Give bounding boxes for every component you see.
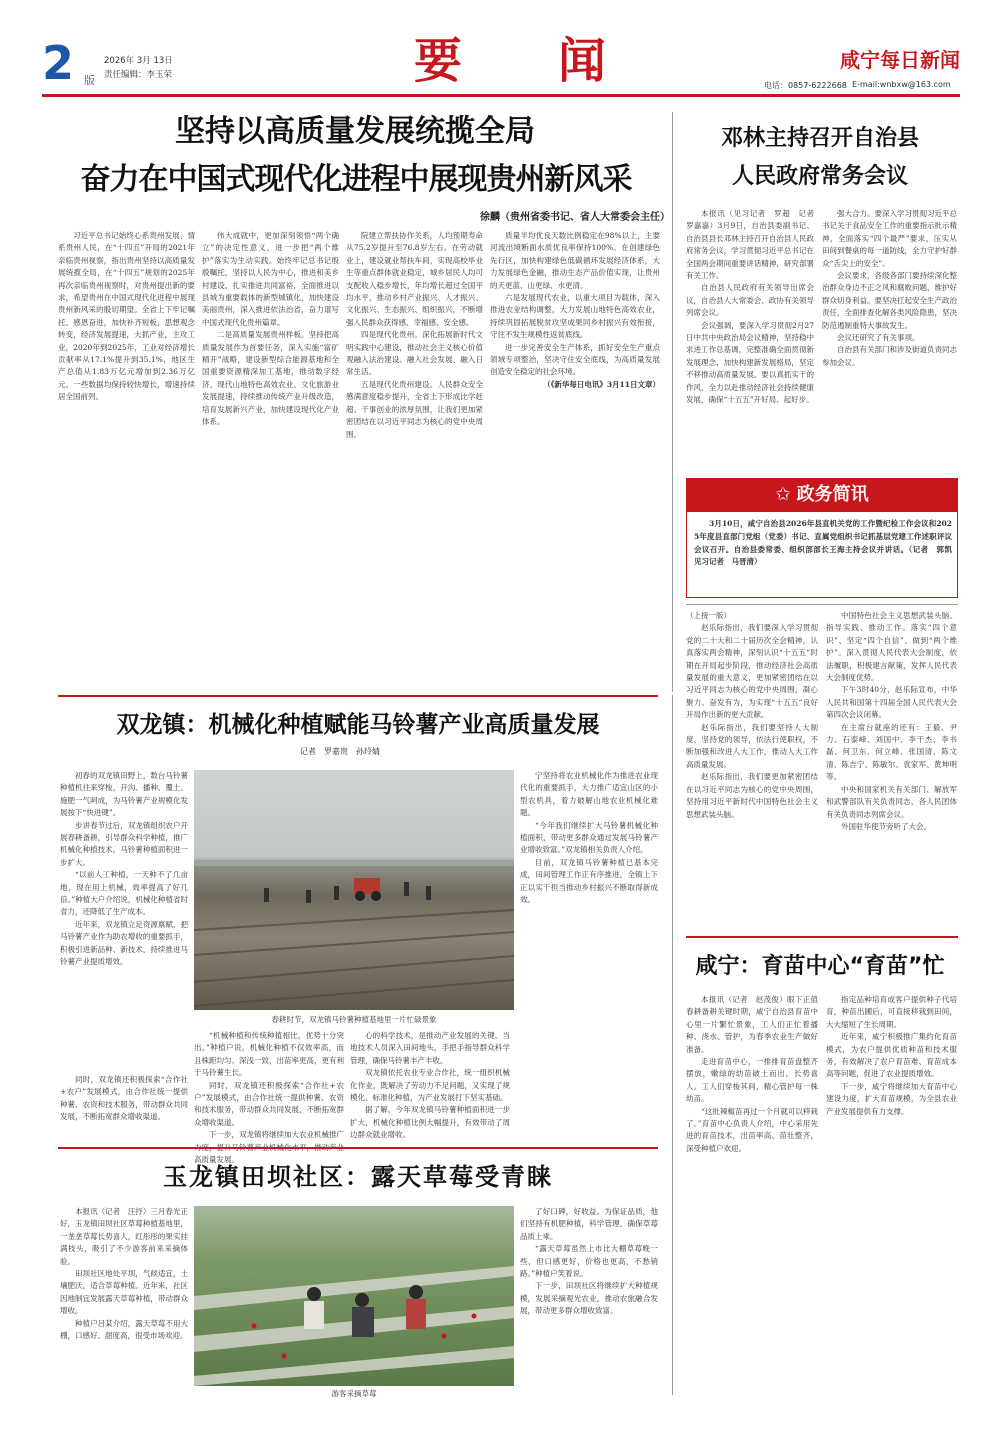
section-title: 要 闻 — [413, 33, 606, 89]
field-rows — [194, 910, 514, 1006]
yumiao-rule — [686, 936, 958, 938]
paper-name: 咸宁每日新闻 — [840, 48, 960, 72]
page-editor: 责任编辑：李玉荣 — [104, 70, 173, 80]
yumiao-col-1: 本报讯（记者 赵茂俊）眼下正值春耕备耕关键时期，咸宁自治县育苗中心里一片繁忙景象，工人们正忙着播种、浇水、管护，为春季农业生产做好准备。 走进育苗中心，一排排育苗盘整齐摆放，嫩绿的幼苗破土而出，长势喜人。工人们穿梭其间，精心管护每一株幼苗。 “这批辣椒苗再过一个月就可以移栽了。”育苗中心负责人介绍，中心采用先进的育苗技术，出苗率高、苗壮整齐，深受种植户欢迎。 — [686, 995, 818, 1153]
lead-col-3: 院建立帮扶协作关系，人均预期寿命从75.2岁提升至76.8岁左右。在劳动就业上，建设就业帮扶车间，实现高校毕业生等重点群体就业稳定，城乡居民人均可支配收入稳步增长，年均增长超过全国平均水平，推动乡村产业振兴、人才振兴、文化振兴、生态振兴、组织振兴，不断增强人民群众获得感、幸福感、安全感。 四是现代化贵州。深化拓展新时代文明实践中心建设，推动社会主义核心价值观融入法治建设、融入社会发展、融入日常生活。 五是现代化贵州建设。人民群众安全感满意度稳步提升，全省上下形成比学赶超、干事创业的浓厚氛围，让我们更加紧密团结在以习近平同志为核心的党中央周围。 — [346, 231, 483, 439]
right-rule — [686, 604, 958, 605]
yulong-col-1: 本报讯（记者 汪抒）三月春光正好，玉龙镇田坝社区草莓种植基地里，一垄垄草莓长势喜人，红彤彤的果实挂满枝头，吸引了不少游客前来采摘体验。 田坝社区地处平坝，气候适宜，土壤肥沃，适合草莓种植。近年来，社区因地制宜发展露天草莓种植，带动群众增收。 种植户吕某介绍，露天草莓不用大棚，口感好、甜度高，很受市场欢迎。 — [60, 1207, 188, 1341]
col-divider — [672, 112, 673, 692]
shuanglong-photo-caption: 春耕时节，双龙镇马铃薯种植基地里一片忙碌景象 — [271, 1015, 437, 1024]
deng-col-2: 强大合力。要深入学习贯彻习近平总书记关于食品安全工作的重要指示批示精神，全面落实“四个最严”要求，压实从田间到餐桌的每一道防线，全力守护好群众“舌尖上的安全”。 会议要求，各级各部门要持续深化整治群众身边不正之风和腐败问题，维护好群众切身利益。要坚决扛起安全生产政治责任，全面排查化解各类风险隐患，坚决防范遏制重特大事故发生。 会议还研究了有关事项。 自治县有关部门和涉及街道负责同志参加会议。 — [822, 209, 957, 367]
cont-col-1: （上接一版） 赵乐际指出，我们要深入学习贯彻党的二十大和二十届历次全会精神，认真落实两会精神，深刻认识“十五五”时期在开局起步阶段，推动经济社会高质量发展的重大意义，更加紧密团结在以习近平同志为核心的党中央周围，凝心聚力、奋发有为，为实现“十五五”良好开局作出新的更大贡献。 赵乐际指出，我们要坚持人大制度，坚持党的领导，依法行使职权，不断加强和改进人大工作，推动人大工作高质量发展。 赵乐际指出，我们要更加紧密团结在以习近平同志为核心的党中央周围，坚持用习近平新时代中国特色社会主义思想武装头脑。 — [686, 611, 818, 819]
contact-email: E-mail:wnbxw@163.com — [852, 80, 951, 89]
lead-col-2: 伟大成就中，更加深刻领悟“两个确立”的决定性意义，进一步把“两个维护”落实为生动实践。始终牢记总书记殷殷嘱托，坚持以人民为中心，推进和美乡村建设，扎实推进共同富裕，全面推进以县城为重要载体的新型城镇化，加快建设美丽贵州，深入推进依法治省，奋力谱写中国式现代化贵州篇章。 二是高质量发展贵州样板。坚持把高质量发展作为首要任务，深入实施“富矿精开”战略，建设新型综合能源基地和全国重要资源精深加工基地，推动数字经济、现代山地特色高效农业、文化旅游业发展提速，持续推动传统产业升级改造，培育发展新兴产业，加快建设现代化产业体系。 — [202, 231, 339, 427]
lead-col-4: 质量半均优良天数比例稳定在98%以上，主要河流出境断面水质优良率保持100%。在创建绿色先行区，加快构建绿色低碳循环发展经济体系，大力发展绿色金融，推动生态产品价值实现，让贵州的天更蓝、山更绿、水更清。 六是发展现代农业，以重大项目为载体，深入推进农业结构调整，大力发展山地特色高效农业，持续巩固拓展脱贫攻坚成果同乡村振兴有效衔接，守住不发生规模性返贫底线。 进一步完善安全生产体系，抓好安全生产重点领域专项整治，坚决守住安全底线，为高质量发展创造安全稳定的社会环境。 （《新华每日电讯》3月11日文章） — [490, 231, 660, 389]
star-icon: ✩ — [775, 484, 797, 505]
yulong-rule — [58, 1147, 658, 1149]
zhengwu-banner: ✩ 政务简讯 — [686, 478, 958, 512]
zhengwu-text: 3月10日，咸宁自治县2026年县直机关党的工作暨纪检工作会议和2025年度县直部门党组（党委）书记、直属党组织书记抓基层党建工作述职评议会议召开。自治县委常委、组织部部长王海主持会议并讲话。（记者 郭凯 见习记者 马晋清） — [694, 519, 960, 567]
yumiao-title: 咸宁：育苗中心“育苗”忙 — [695, 954, 945, 979]
shuanglong-byline: 记者 罗嘉贵 孙玲婧 — [300, 747, 380, 756]
cont-col-2: 中国特色社会主义思想武装头脑、指导实践、推动工作。落实“四个意识”、坚定“四个自信”、做到“两个维护”。深入贯彻人民代表大会制度，依法履职，积极建言献策，发挥人民代表大会制度优势。 下午3时40分，赵乐际宣布，中华人民共和国第十四届全国人民代表大会第四次会议闭幕。 在主席台就座的还有：王毅、尹力、石泰峰、刘国中、李干杰、李书磊、何卫东、何立峰、张国清、陈文清、陈吉宁、陈敏尔、袁家军、黄坤明等。 中央和国家机关有关部门、解放军和武警部队有关负责同志，各人民团体有关负责同志列席会议。 外国驻华使节旁听了大会。 — [826, 611, 957, 831]
yumiao-col-2: 指定品种培育或客户提供种子代培育，种苗出圃后，可直接移栽到田间，大大缩短了生长周期。 近年来，咸宁积极推广集约化育苗模式，为农户提供优质种苗和技术服务，有效解决了农户育苗难、育苗成本高等问题，促进了农业提质增效。 下一步，咸宁将继续加大育苗中心建设力度，扩大育苗规模，为全县农业产业发展提供有力支撑。 — [826, 995, 957, 1116]
shuanglong-col-4: 宁坚持将农业机械化作为推进农业现代化的重要抓手，大力推广适宜山区的小型农机具，着力破解山地农业机械化难题。 “今年我们继续扩大马铃薯机械化种植面积，带动更多群众通过发展马铃薯产业增收致富。”双龙镇相关负责人介绍。 目前，双龙镇马铃薯种植已基本完成，田间管理工作正有序推进，全镇上下正以实干担当推动乡村振兴不断取得新成效。 — [520, 771, 658, 905]
shuanglong-title: 双龙镇：机械化种植赋能马铃薯产业高质量发展 — [116, 712, 600, 738]
page-number: 2 — [42, 36, 75, 90]
lead-col-1: 习近平总书记始终心系贵州发展、情系贵州人民，在“十四五”开局的2021年亲临贵州视察，指出贵州坚持以高质量发展统揽全局，在“十四五”规划的2025年再次亲临贵州视察时，对贵州提出新的要求，希望贵州在中国式现代化进程中展现贵州新风采的殷切期望。全省上下牢记嘱托、感恩奋进，加快补齐短板，思想观念转变，经济发展提速，大抓产业，主攻工业，2020年到2025年，工业对经济增长贡献率从17.1%提升到35.1%，地区生产总值从1.83万亿元增加到2.36万亿元。一些数据均保持较快增长，增速持续居全国前列。 — [58, 231, 195, 402]
yulong-col-2: 了好口碑，好收益。为保证品质，他们坚持有机肥种植，科学管理，确保草莓品质上乘。 “露天草莓虽然上市比大棚草莓晚一些，但口感更好，价格也更高，不愁销路。”种植户笑着说。 下一步，田坝社区将继续扩大种植规模，发展采摘观光农业，推动农旅融合发展，带动更多群众增收致富。 — [520, 1207, 658, 1316]
farmers — [264, 882, 431, 903]
shuanglong-col-3: 心的科学技术，是推动产业发展的关键。当地技术人员深入田间地头，手把手指导群众科学管理，确保马铃薯丰产丰收。 双龙镇依托农业专业合作社，统一组织机械化作业，既解决了劳动力不足问题，又实现了规模化、标准化种植，为产业发展打下坚实基础。 据了解，今年双龙镇马铃薯种植面积进一步扩大，机械化种植比例大幅提升，有效带动了周边群众就业增收。 — [350, 1031, 510, 1140]
strawberry-photo — [194, 1206, 514, 1386]
yulong-title: 玉龙镇田坝社区：露天草莓受青睐 — [163, 1163, 553, 1191]
page-suffix: 版 — [84, 74, 95, 87]
col-divider-2 — [672, 695, 673, 1395]
lead-title-1: 坚持以高质量发展统揽全局 — [175, 114, 535, 149]
masthead-rule — [42, 94, 960, 97]
deng-title-1: 邓林主持召开自治县 — [720, 126, 919, 151]
potato-field-photo — [194, 770, 514, 1010]
shuanglong-col-1: 初春的双龙镇田野上，数台马铃薯种植机往来穿梭，开沟、播种、覆土、施肥一气呵成，为马铃薯产业规模化发展按下“快进键”。 步讲春节过后，双龙镇组织农户开展春耕备耕，引导群众科学种植，推广机械化种植技术，马铃薯种植面积进一步扩大。 “以前人工种植，一天种不了几亩地，现在用上机械，效率提高了好几倍。”种植大户介绍说，机械化种植省时省力，还降低了生产成本。 近年来，双龙镇立足资源禀赋，把马铃薯产业作为助农增收的重要抓手，积极引进新品种、新技术，持续推进马铃薯产业提质增效。 — [60, 771, 188, 967]
issue-date: 2026年 3月 13日 — [104, 56, 173, 66]
contact-phone: 电话：0857-6222668 — [764, 81, 847, 90]
lead-byline: 徐麟（贵州省委书记、省人大常委会主任） — [480, 212, 670, 223]
lead-title-2: 奋力在中国式现代化进程中展现贵州新风采 — [80, 162, 632, 197]
shuanglong-rule — [58, 695, 658, 697]
deng-title-2: 人民政府常务会议 — [731, 164, 908, 189]
shuanglong-col-1b: 同时，双龙镇还积极探索“合作社+农户”发展模式，由合作社统一提供种薯、农资和技术服务，带动群众共同发展，不断拓宽群众增收渠道。 — [60, 1075, 188, 1122]
yulong-photo-caption: 游客采摘草莓 — [331, 1389, 377, 1398]
deng-col-1: 本报讯（见习记者 罗超 记者 罗嘉嘉）3月9日，自治县委副书记、自治县县长邓林主持召开自治县人民政府常务会议，学习贯彻习近平总书记在全国两会期间重要讲话精神，研究部署有关工作。 自治县人民政府有关领导出席会议，自治县人大常委会、政协有关领导列席会议。 会议强调，要深入学习贯彻2月27日中共中央政治局会议精神，坚持稳中求进工作总基调，完整准确全面贯彻新发展理念，加快构建新发展格局，坚定不移推动高质量发展。要以真抓实干的作风，全力以赴推动经济社会持续健康发展，确保“十五五”开好局、起好步。 — [686, 209, 822, 405]
shuanglong-col-2: “机械种植和传统种植相比，优势十分突出。”种植户说，机械化种植不仅效率高，而且株距均匀、深浅一致，出苗率更高，更有利于马铃薯生长。 同时，双龙镇还积极探索“合作社+农户”发展模式，由合作社统一提供种薯、农资和技术服务，带动群众共同发展，不断拓宽群众增收渠道。 下一步，双龙镇将继续加大农业机械推广 高质量发展。 — [194, 1031, 344, 1165]
